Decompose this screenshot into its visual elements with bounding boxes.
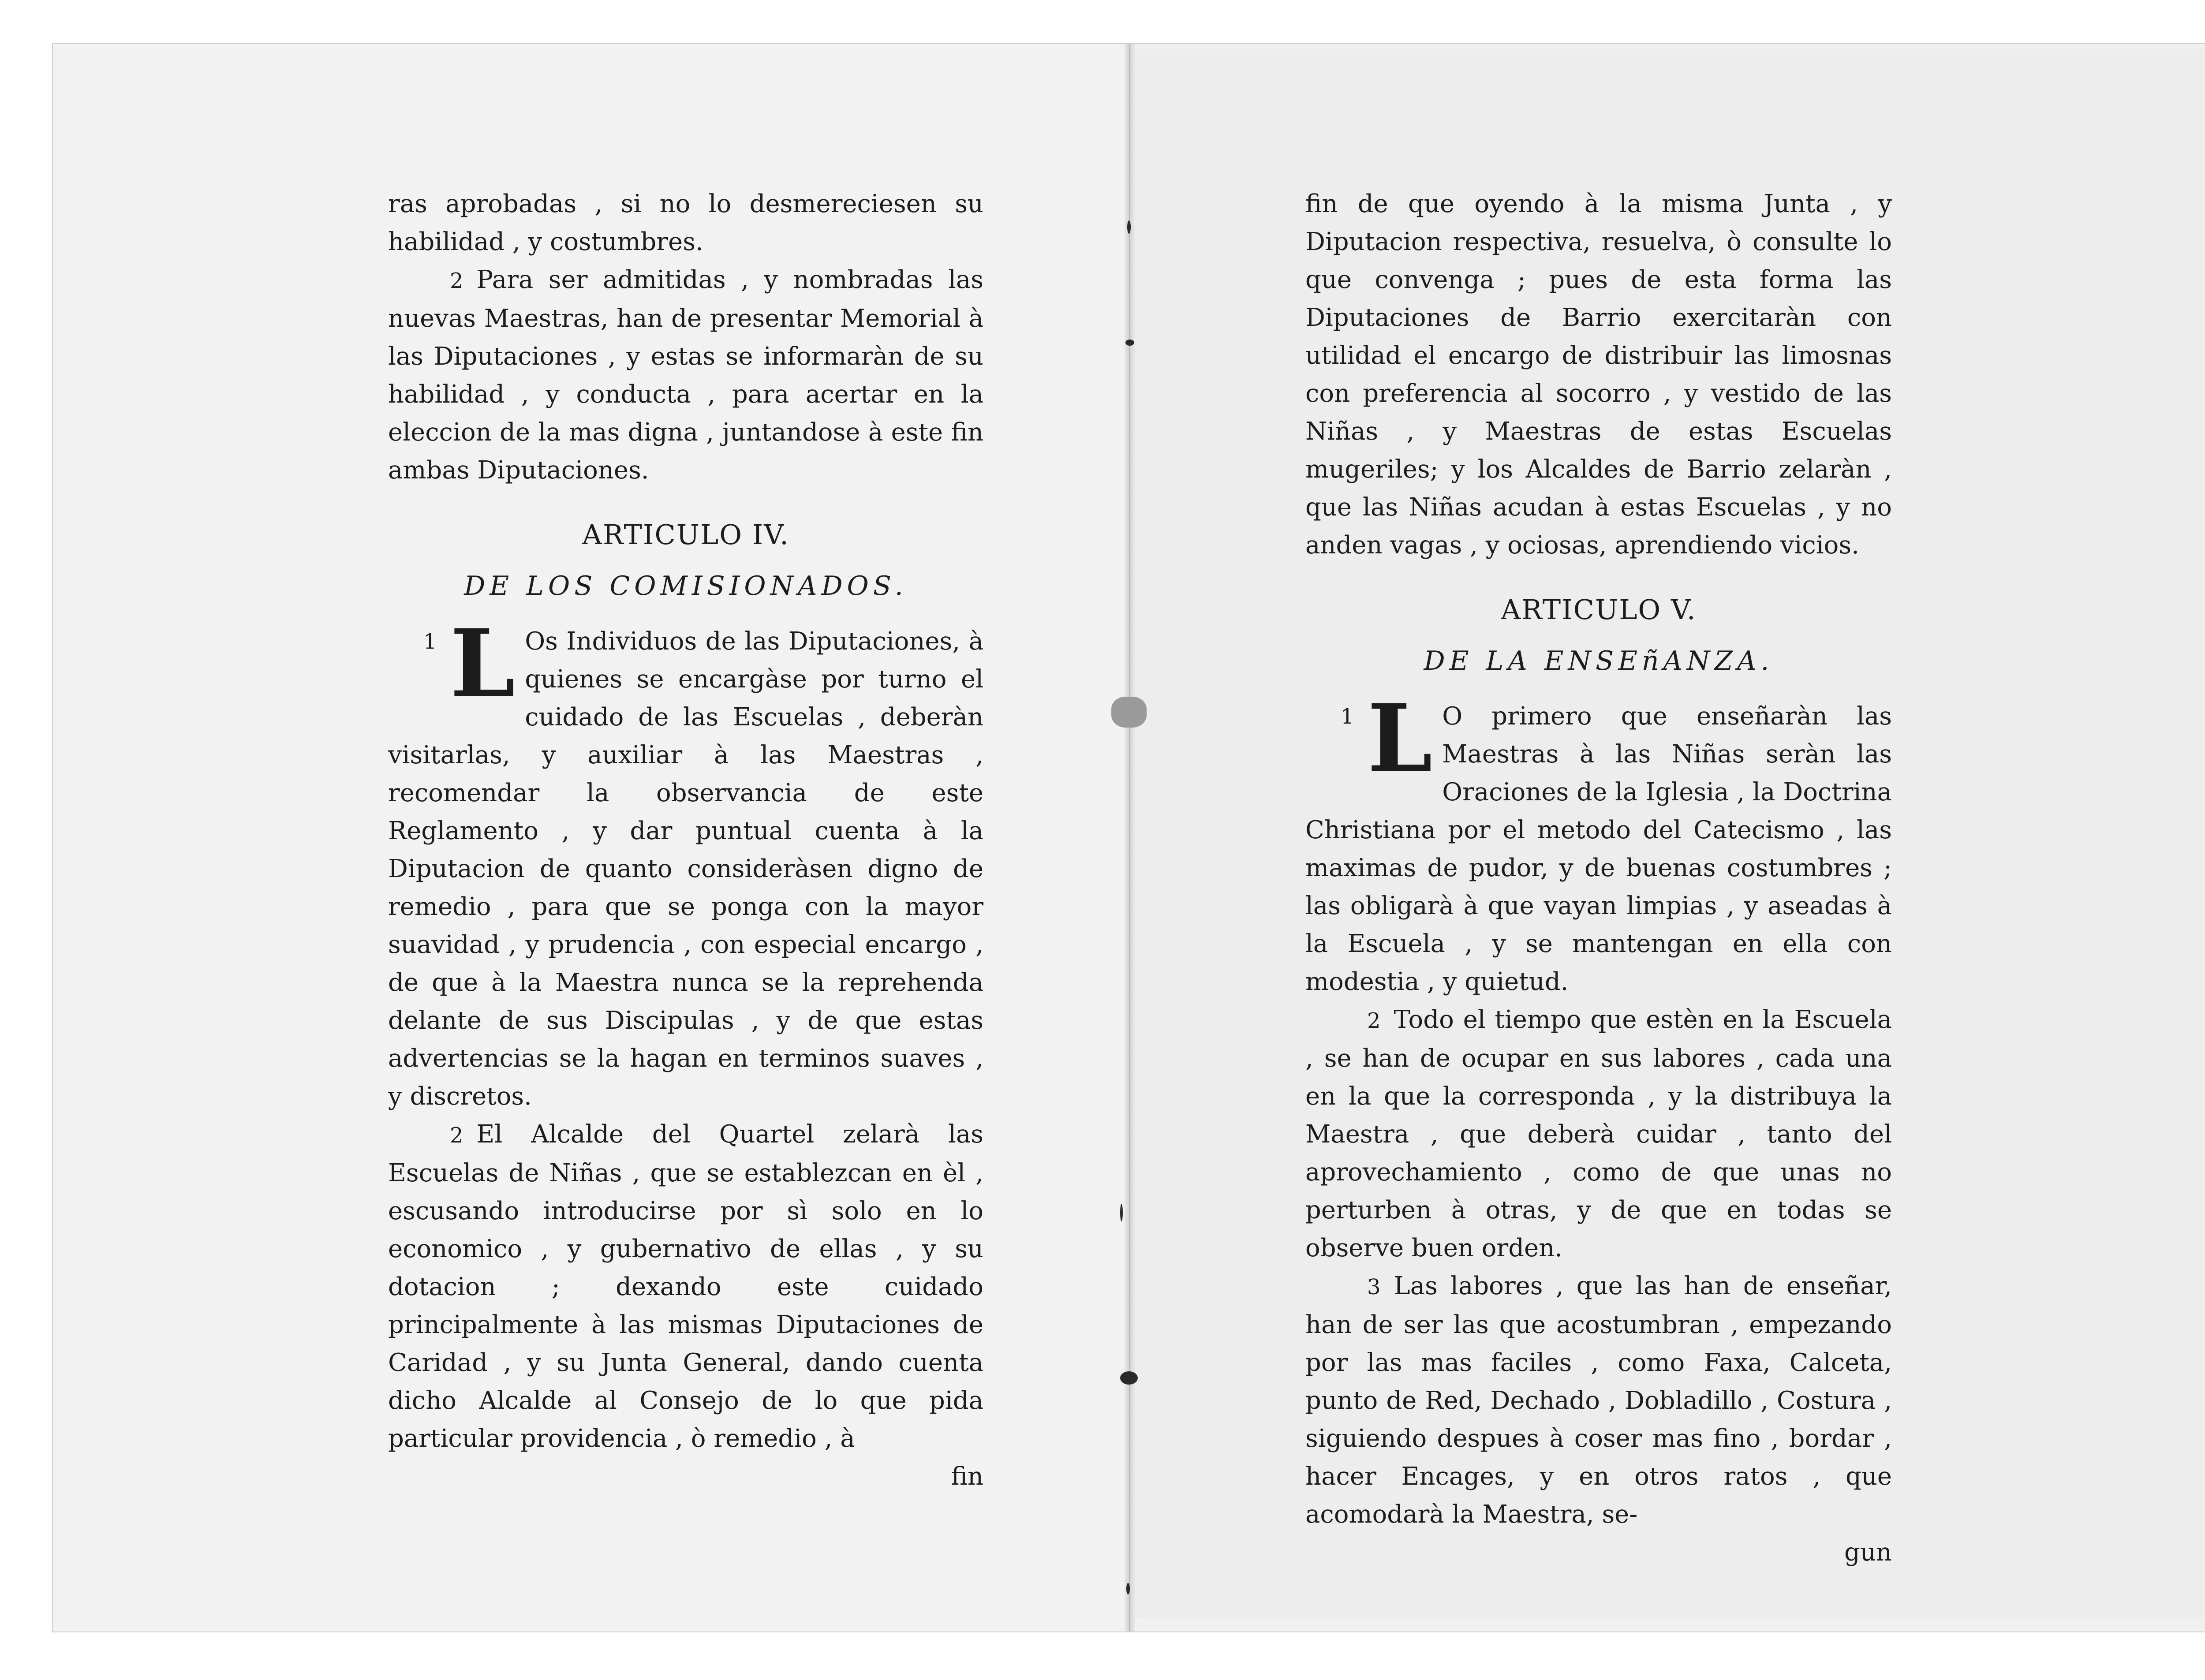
section-1	[1305, 684, 1892, 1001]
paragraph-number: 2	[1367, 1008, 1381, 1033]
paragraph-text: Para ser admitidas , y nombradas las nuevas Maestras, han de presentar Memorial à las Diputaciones , y estas se informaràn de su habilidad , y conducta , para acertar en la eleccion de la mas digna , juntandose à este fin ambas Diputaciones.	[388, 265, 983, 485]
section-3	[1305, 1267, 1892, 1534]
article-heading: ARTICULO V.	[1501, 594, 1697, 626]
paragraph-number: 1	[423, 629, 437, 654]
right-page-text	[1305, 185, 1892, 1572]
paragraph-number: 2	[450, 269, 463, 293]
catchword: gun	[1844, 1538, 1892, 1567]
catchword: fin	[951, 1462, 983, 1491]
drop-cap: L	[1367, 684, 1433, 793]
paragraph-2	[388, 261, 983, 489]
paragraph-text: Las labores , que las han de enseñar, han de ser las que acostumbran , empezando por las mas faciles , como Faxa, Calceta, punto de Red, Dechado , Dobladillo , Costura , siguiendo despues à coser mas fino , bordar , hacer Encages, y en otros ratos , que acomodarà la Maestra, se-	[1305, 1272, 1892, 1529]
paragraph-text: Todo el tiempo que estèn en la Escuela , se han de ocupar en sus labores , cada una en la que la corresponda , y la distribuya la Maestra , que deberà cuidar , tanto del aprovechamiento , como de que unas no perturben à otras, y de que en todas se observe buen orden.	[1305, 1005, 1892, 1262]
article-subheading: DE LOS COMISIONADOS.	[464, 571, 908, 601]
paragraph-text: Os Individuos de las Diputaciones, à quienes se encargàse por turno el cuidado de las Escuelas , deberàn visitarlas, y auxiliar à las Maestras , recomendar la observancia de este Reglamento , y dar puntual cuenta à la Diputacion de quanto consideràsen digno de remedio , para que se ponga con la mayor suavidad , y prudencia , con especial encargo , de que à la Maestra nunca se la reprehenda delante de sus Discipulas , y de que estas advertencias se la hagan en terminos suaves , y discretos.	[388, 627, 983, 1111]
center-fold	[1125, 44, 1135, 1631]
paragraph-number: 3	[1367, 1275, 1381, 1299]
left-page-text	[388, 185, 983, 1496]
paragraph-number: 2	[450, 1123, 463, 1148]
paragraph-text: O primero que enseñaràn las Maestras à las Niñas seràn las Oraciones de la Iglesia , la Doctrina Christiana por el metodo del Catecismo , las maximas de pudor, y de buenas costumbres ; las obligarà à que vayan limpias , y aseadas à la Escuela , y se mantengan en ella con modestia , y quietud.	[1305, 702, 1892, 996]
article-subheading: DE LA ENSEñANZA.	[1424, 646, 1774, 676]
article-heading: ARTICULO IV.	[582, 519, 789, 551]
continued-paragraph: ras aprobadas , si no lo desmereciesen su habilidad , y costumbres.	[388, 190, 983, 256]
drop-cap: L	[450, 609, 516, 718]
section-1	[388, 609, 983, 1116]
section-2	[1305, 1001, 1892, 1267]
section-2	[388, 1116, 983, 1458]
paragraph-text: El Alcalde del Quartel zelarà las Escuelas de Niñas , que se establezcan en èl , escusando introducirse por sì solo en lo economico , y gubernativo de ellas , y su dotacion ; dexando este cuidado principalmente à las mismas Diputaciones de Caridad , y su Junta General, dando cuenta dicho Alcalde al Consejo de lo que pida particular providencia , ò remedio , à	[388, 1120, 983, 1453]
continued-paragraph: fin de que oyendo à la misma Junta , y Diputacion respectiva, resuelva, ò consulte lo que convenga ; pues de esta forma las Diputaciones de Barrio exercitaràn con utilidad el encargo de distribuir las limosnas con preferencia al socorro , y vestido de las Niñas , y Maestras de estas Escuelas mugeriles; y los Alcaldes de Barrio zelaràn , que las Niñas acudan à estas Escuelas , y no anden vagas , y ociosas, aprendiendo vicios.	[1305, 190, 1892, 560]
paragraph-number: 1	[1341, 704, 1354, 729]
